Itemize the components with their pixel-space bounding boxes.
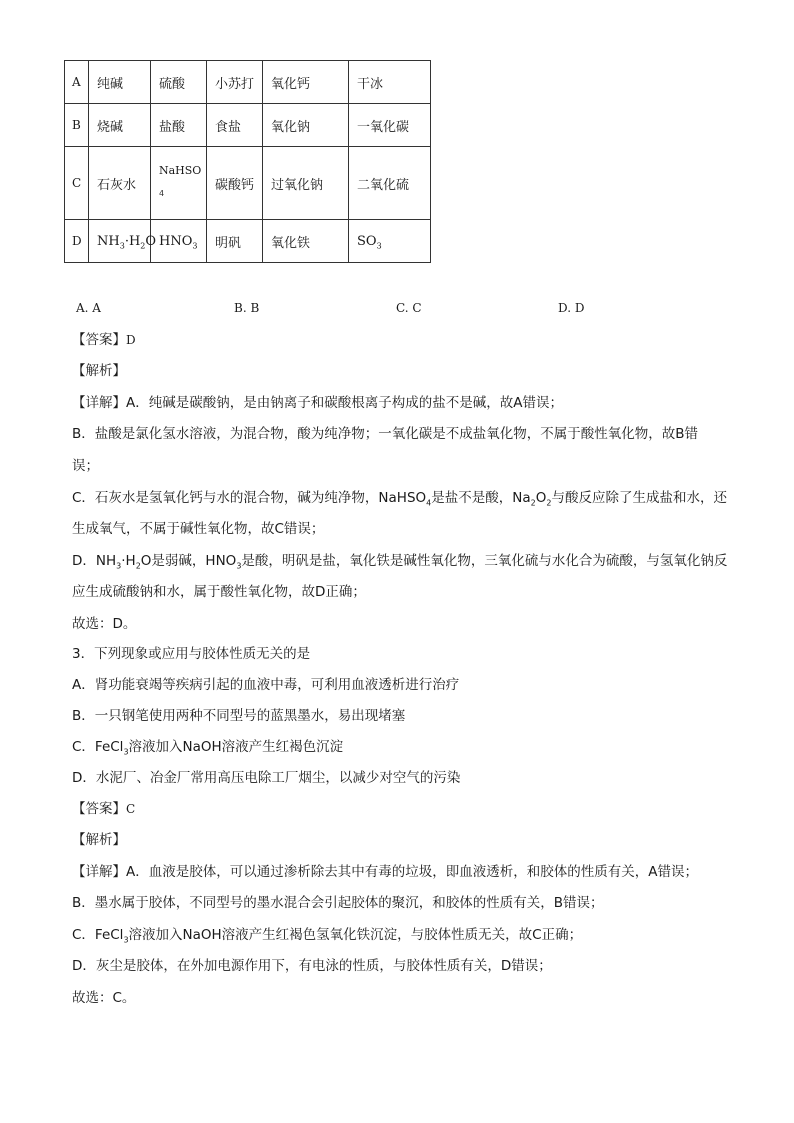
table-row	[65, 61, 431, 104]
formula-subscript: 3	[376, 241, 382, 251]
detail-line	[72, 489, 732, 507]
detail-text: C．FeCl	[72, 927, 124, 943]
analysis-tag: 【解析】	[72, 363, 126, 379]
detail-text: 溶液加入NaOH溶液产生红褐色氢氧化铁沉淀，与胶体性质无关，故C正确；	[128, 927, 583, 943]
subscript: 2	[546, 498, 552, 508]
detail-text: A．血液是胶体，可以通过渗析除去其中有毒的垃圾，即血液透析，和胶体的性质有关，A错误；	[126, 864, 698, 880]
answer-tag: 【答案】	[72, 801, 126, 817]
detail-text: O是弱碱，HNO	[140, 553, 237, 569]
table-cell: 碳酸钙	[207, 147, 263, 220]
analysis-tag: 【解析】	[72, 832, 126, 848]
table-cell-formula	[151, 220, 207, 263]
option-text: 溶液加入NaOH溶液产生红褐色沉淀	[128, 739, 344, 755]
option-d: D．水泥厂、冶金厂常用高压电除工厂烟尘，以减少对空气的污染	[72, 770, 461, 786]
table-cell: 石灰水	[89, 147, 151, 220]
answer-tag: 【答案】	[72, 332, 126, 348]
table-cell: 氧化钠	[263, 104, 349, 147]
table-row	[65, 147, 431, 220]
formula-text: SO	[357, 233, 377, 249]
table-cell: 明矾	[207, 220, 263, 263]
answer-choices	[76, 301, 776, 319]
formula-text: NaHSO	[159, 164, 202, 177]
table-row	[65, 220, 431, 263]
choose-line: 故选：C。	[72, 990, 136, 1006]
subscript: 3	[116, 561, 122, 571]
table-cell: 烧碱	[89, 104, 151, 147]
table-cell: 一氧化碳	[349, 104, 431, 147]
detail-text: ·H	[121, 553, 136, 569]
detail-line	[72, 863, 732, 881]
table-cell: 纯碱	[89, 61, 151, 104]
subscript: 3	[123, 935, 129, 945]
answer-line	[72, 800, 732, 818]
detail-line	[72, 552, 732, 570]
table-cell: 氧化钙	[263, 61, 349, 104]
option-b: B．一只钢笔使用两种不同型号的蓝黑墨水，易出现堵塞	[72, 708, 406, 724]
detail-line: B．盐酸是氯化氢水溶液，为混合物，酸为纯净物；一氧化碳是不成盐氧化物，不属于酸性氧化物，故B错	[72, 426, 699, 442]
subscript: 3	[123, 747, 129, 757]
answer-value: C	[126, 802, 136, 816]
detail-text: C．石灰水是氢氧化钙与水的混合物，碱为纯净物，NaHSO	[72, 490, 427, 506]
detail-text: O	[535, 490, 547, 506]
detail-tag: 【详解】	[72, 395, 126, 411]
detail-line: 应生成硫酸钠和水，属于酸性氧化物，故D正确；	[72, 584, 366, 600]
detail-tag: 【详解】	[72, 864, 126, 880]
table-cell: 小苏打	[207, 61, 263, 104]
detail-text: 与酸反应除了生成盐和水，还	[551, 490, 727, 506]
row-key: C	[65, 147, 89, 220]
detail-text: A．纯碱是碳酸钠，是由钠离子和碳酸根离子构成的盐不是碱，故A错误；	[126, 395, 563, 411]
table-cell: 干冰	[349, 61, 431, 104]
formula-text: ·H	[124, 233, 141, 249]
detail-text: 是酸，明矾是盐，氧化铁是碱性氧化物，三氧化硫与水化合为硫酸，与氢氧化钠反	[241, 553, 728, 569]
formula-text: HNO	[159, 233, 193, 249]
choice-c: C. C	[396, 301, 422, 315]
answer-value: D	[126, 333, 136, 347]
row-key: B	[65, 104, 89, 147]
formula-subscript: 4	[159, 189, 165, 198]
formula-subscript: 2	[140, 241, 146, 251]
option-a: A．肾功能衰竭等疾病引起的血液中毒，可利用血液透析进行治疗	[72, 677, 460, 693]
formula-subscript: 3	[119, 241, 125, 251]
question-stem: 3．下列现象或应用与胶体性质无关的是	[72, 646, 311, 662]
detail-line	[72, 394, 732, 412]
row-key: A	[65, 61, 89, 104]
table-cell: 盐酸	[151, 104, 207, 147]
options-table	[64, 60, 431, 263]
detail-text: D．NH	[72, 553, 117, 569]
detail-line	[72, 926, 732, 944]
table-cell-formula	[89, 220, 157, 263]
formula-subscript: 3	[192, 241, 198, 251]
choose-line: 故选：D。	[72, 616, 137, 632]
table-cell: 过氧化钠	[263, 147, 349, 220]
row-key: D	[65, 220, 89, 263]
table-cell-formula	[151, 147, 207, 220]
table-row	[65, 104, 431, 147]
detail-text: 是盐不是酸，Na	[431, 490, 531, 506]
detail-line: B．墨水属于胶体，不同型号的墨水混合会引起胶体的聚沉，和胶体的性质有关，B错误；	[72, 895, 604, 911]
formula-text: O	[145, 233, 157, 249]
table-cell-formula	[349, 220, 431, 263]
subscript: 2	[530, 498, 536, 508]
choice-b: B. B	[234, 301, 260, 315]
subscript: 2	[135, 561, 141, 571]
table-cell: 二氧化硫	[349, 147, 431, 220]
formula-text: NH	[97, 233, 120, 249]
option-text: C．FeCl	[72, 739, 124, 755]
table-cell: 食盐	[207, 104, 263, 147]
choice-a: A. A	[76, 301, 101, 315]
detail-line: 生成氧气，不属于碱性氧化物，故C错误；	[72, 521, 325, 537]
answer-line	[72, 331, 732, 349]
table-cell: 硫酸	[151, 61, 207, 104]
detail-line: D．灰尘是胶体，在外加电源作用下，有电泳的性质，与胶体性质有关，D错误；	[72, 958, 552, 974]
detail-line: 误；	[72, 458, 99, 474]
choice-d: D. D	[558, 301, 585, 315]
subscript: 4	[426, 498, 432, 508]
table-cell: 氧化铁	[263, 220, 349, 263]
subscript: 3	[236, 561, 242, 571]
option-c	[72, 738, 732, 756]
